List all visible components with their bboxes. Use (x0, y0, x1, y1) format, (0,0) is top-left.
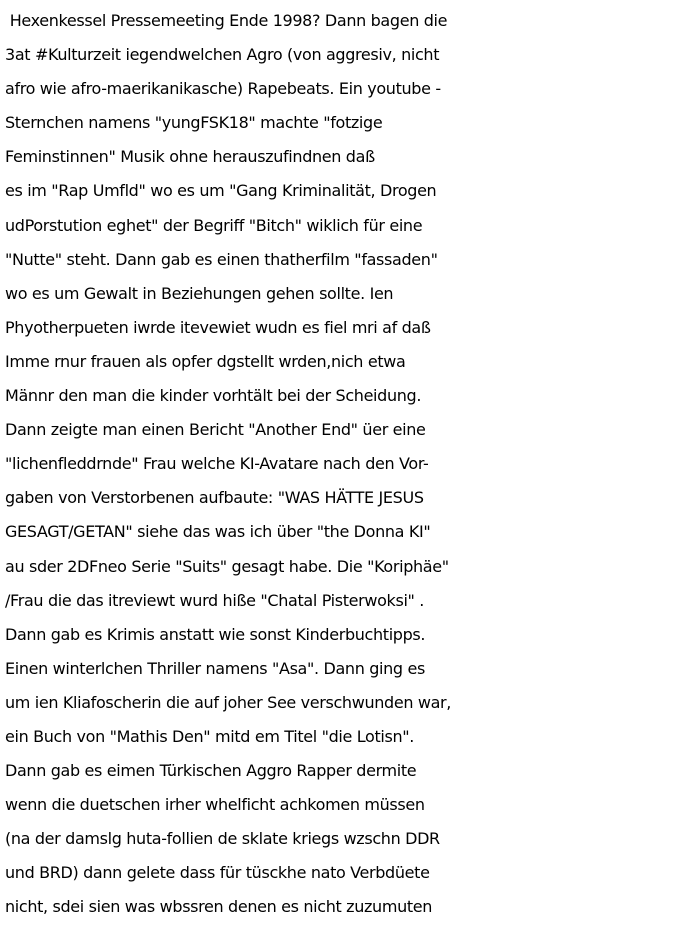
text-line: wenn die duetschen irher whelficht achkomen müssen (5, 795, 425, 815)
text-line: gaben von Verstorbenen aufbaute: "WAS HÄTTE JESUS (5, 488, 424, 508)
text-line: und BRD) dann gelete dass für tüsckhe nato Verbdüete (5, 863, 430, 883)
text-line: /Frau die das itreviewt wurd hiße "Chatal Pisterwoksi" . (5, 590, 425, 610)
text-line: "Nutte" steht. Dann gab es einen thatherfilm "fassaden" (5, 249, 438, 269)
text-line: Dann zeigte man einen Bericht "Another End" üer eine (5, 420, 426, 440)
text-line: Hexenkessel Pressemeeting Ende 1998? Dann bagen die (5, 11, 448, 30)
text-line: udPorstution eghet" der Begriff "Bitch" wiklich für eine (5, 215, 423, 235)
text-line: Dann gab es Krimis anstatt wie sonst Kinderbuchtipps. (5, 624, 426, 644)
document-body (5, 4, 683, 925)
text-line: nicht, sdei sien was wbssren denen es nicht zuzumuten (5, 897, 433, 917)
text-line: au sder 2DFneo Serie "Suits" gesagt habe. Die "Koriphäe" (5, 556, 449, 576)
text-line: Männr den man die kinder vorhtält bei der Scheidung. (5, 386, 422, 406)
text-line: Sternchen namens "yungFSK18" machte "fotzige (5, 113, 383, 133)
text-line: 3at #Kulturzeit iegendwelchen Agro (von aggresiv, nicht (5, 45, 440, 65)
text-line: Feminstinnen" Musik ohne herauszufindnen daß (5, 147, 375, 167)
text-line: um ien Kliafoscherin die auf joher See verschwunden war, (5, 692, 452, 712)
text-line: Einen winterlchen Thriller namens "Asa". Dann ging es (5, 658, 425, 678)
text-line: Imme rnur frauen als opfer dgstellt wrden,nich etwa (5, 351, 406, 371)
text-line: ein Buch von "Mathis Den" mitd em Titel "die Lotisn". (5, 726, 414, 746)
text-line: Phyotherpueten iwrde itevewiet wudn es fiel mri af daß (5, 317, 431, 337)
text-line: es im "Rap Umfld" wo es um "Gang Kriminalität, Drogen (5, 181, 437, 201)
text-line: afro wie afro-maerikanikasche) Rapebeats. Ein youtube - (5, 79, 441, 99)
text-line: (na der damslg huta-follien de sklate kriegs wzschn DDR (5, 829, 440, 849)
text-line: GESAGT/GETAN" siehe das was ich über "the Donna KI" (5, 522, 431, 542)
text-line: Dann gab es eimen Türkischen Aggro Rapper dermite (5, 761, 417, 781)
text-line: wo es um Gewalt in Beziehungen gehen sollte. Ien (5, 283, 394, 303)
text-line: "lichenfleddrnde" Frau welche KI-Avatare nach den Vor- (5, 454, 429, 474)
